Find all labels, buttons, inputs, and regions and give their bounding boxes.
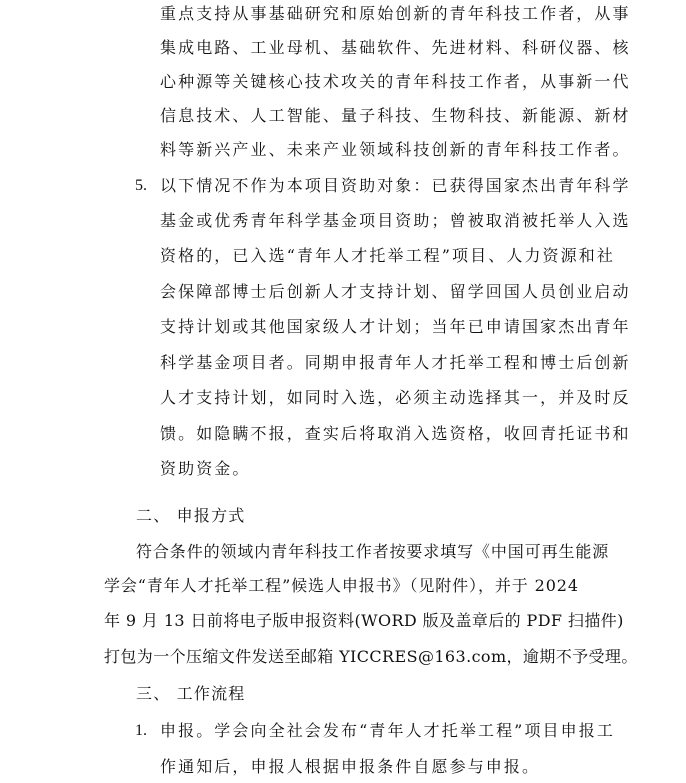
section-3-heading: 三、 工作流程 — [136, 684, 246, 703]
item-5-line-8: 馈。如隐瞒不报，查实后将取消入选资格，收回青托证书和 — [160, 424, 631, 443]
item-5-line-9: 资助资金。 — [160, 459, 251, 478]
item-5-line-1: 以下情况不作为本项目资助对象：已获得国家杰出青年科学 — [160, 176, 631, 195]
continuation-line-2: 集成电路、工业母机、基础软件、先进材料、科研仪器、核 — [160, 38, 631, 57]
section-2-line-4: 打包为一个压缩文件发送至邮箱 YICCRES@163.com，逾期不予受理。 — [104, 647, 638, 666]
item-5-line-5: 支持计划或其他国家级人才计划；当年已申请国家杰出青年 — [160, 317, 631, 336]
item-5-line-4: 会保障部博士后创新人才支持计划、留学回国人员创业启动 — [160, 282, 631, 301]
item-5-line-3: 资格的，已入选“青年人才托举工程”项目、人力资源和社 — [160, 246, 615, 265]
continuation-line-1: 重点支持从事基础研究和原始创新的青年科技工作者，从事 — [160, 4, 631, 23]
section-2-line-1: 符合条件的领域内青年科技工作者按要求填写《中国可再生能源 — [136, 542, 610, 561]
continuation-line-5: 料等新兴产业、未来产业领域科技创新的青年科技工作者。 — [160, 140, 631, 159]
item-5-line-7: 人才支持计划，如同时入选，必须主动选择其一，并及时反 — [160, 388, 631, 407]
continuation-line-4: 信息技术、人工智能、量子科技、生物科技、新能源、新材 — [160, 106, 631, 125]
section-2-line-2: 学会“青年人才托举工程”候选人申报书》（见附件），并于 2024 — [104, 576, 579, 595]
item-5-line-2: 基金或优秀青年科学基金项目资助；曾被取消被托举人入选 — [160, 211, 631, 230]
item-5-number: 5. — [135, 177, 147, 194]
item-5-line-6: 科学基金项目者。同期申报青年人才托举工程和博士后创新 — [160, 353, 631, 372]
section-2-heading: 二、 申报方式 — [136, 506, 246, 525]
section-2-line-3: 年 9 月 13 日前将电子版申报资料(WORD 版及盖章后的 PDF 扫描件) — [104, 611, 624, 630]
section-3-item-1-line-2: 作通知后，申报人根据申报条件自愿参与申报。 — [160, 757, 541, 776]
section-3-item-1-line-1: 申报。学会向全社会发布“青年人才托举工程”项目申报工 — [160, 721, 615, 740]
section-3-item-1-number: 1. — [135, 722, 147, 739]
continuation-line-3: 心种源等关键核心技术攻关的青年科技工作者，从事新一代 — [160, 72, 631, 91]
